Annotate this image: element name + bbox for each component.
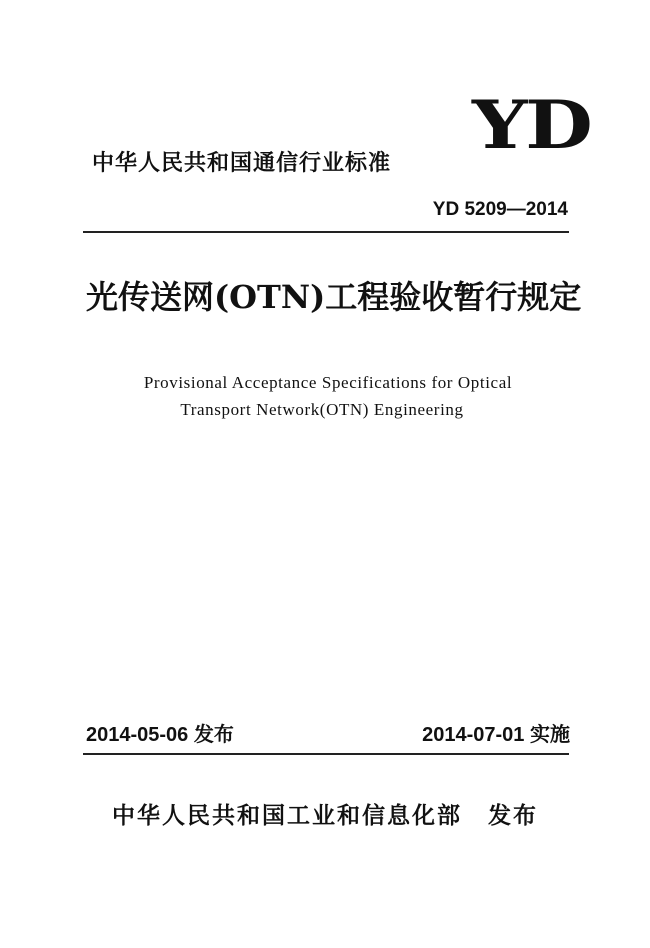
issue-date: 2014-05-06 发布 [86, 724, 234, 746]
publisher-line [112, 797, 538, 830]
standard-category: 中华人民共和国通信行业标准 [92, 151, 392, 176]
publish-label: 发布 [488, 803, 538, 829]
standard-logo: YD [472, 86, 591, 164]
implementation-date: 2014-07-01 实施 [422, 724, 570, 746]
publisher-name: 中华人民共和国工业和信息化部 [112, 803, 462, 829]
document-title-cn: 光传送网(OTN)工程验收暂行规定 [86, 278, 582, 316]
standard-number: YD 5209—2014 [432, 199, 568, 220]
document-title-en-line2: Transport Network(OTN) Engineering [180, 400, 464, 419]
top-divider [83, 231, 569, 233]
bottom-divider [83, 753, 569, 755]
document-title-en-line1: Provisional Acceptance Specifications for Optical [143, 373, 513, 392]
